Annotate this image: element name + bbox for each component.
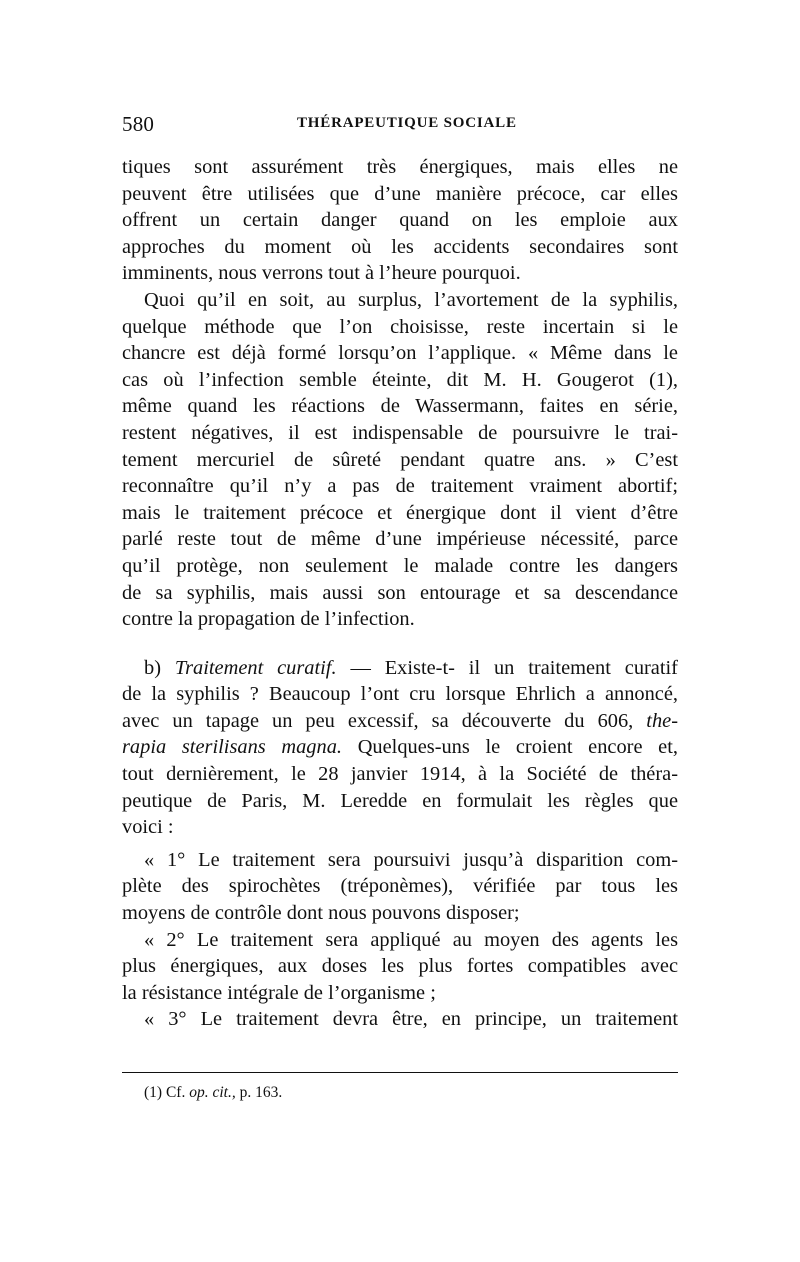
- book-page: [122, 112, 678, 1033]
- text-fragment: avec un tapage un peu excessif, sa découverte du 606,: [122, 709, 634, 732]
- section-label: b): [144, 656, 161, 679]
- text-line: [122, 708, 678, 735]
- section-heading: Traitement curatif.: [174, 656, 337, 679]
- text-line: offrent un certain danger quand on les emploie aux: [122, 209, 678, 232]
- text-line: « 3° Le traitement devra être, en principe, un traitement: [144, 1008, 678, 1031]
- text-line: tement mercuriel de sûreté pendant quatre ans. » C’est: [122, 448, 678, 471]
- footnote: [144, 1084, 282, 1102]
- text-line: contre la propagation de l’infection.: [122, 608, 415, 631]
- text-line: peutique de Paris, M. Leredde en formulait les règles que: [122, 789, 678, 812]
- running-title: THÉRAPEUTIQUE SOCIALE: [297, 115, 517, 131]
- body-text: [122, 154, 678, 1033]
- text-fragment: — Existe-t- il un traitement curatif: [350, 656, 678, 679]
- text-line: la résistance intégrale de l’organisme ;: [122, 981, 436, 1004]
- text-line: qu’il protège, non seulement le malade contre les dangers: [122, 554, 678, 577]
- paragraph-gap: [122, 633, 678, 655]
- text-line: peuvent être utilisées que d’une manière précoce, car elles: [122, 182, 678, 205]
- text-line: de sa syphilis, mais aussi son entourage et sa descendance: [122, 581, 678, 604]
- text-line: plète des spirochètes (tréponèmes), vérifiée par tous les: [122, 875, 678, 898]
- text-line: Quoi qu’il en soit, au surplus, l’avortement de la syphilis,: [144, 288, 678, 311]
- italic-fragment: rapia sterilisans magna.: [122, 736, 342, 759]
- text-fragment: Quelques-uns le croient encore et,: [357, 736, 678, 759]
- text-line: chancre est déjà formé lorsqu’on l’applique. « Même dans le: [122, 342, 678, 365]
- text-line: [122, 734, 678, 761]
- running-head: [122, 112, 678, 142]
- footnote-marker: (1) Cf.: [144, 1084, 186, 1101]
- text-line: mais le traitement précoce et énergique dont il vient d’être: [122, 501, 678, 524]
- text-line: cas où l’infection semble éteinte, dit M. H. Gougerot (1),: [122, 368, 678, 391]
- footnote-reference: p. 163.: [239, 1084, 283, 1101]
- text-line: tiques sont assurément très énergiques, mais elles ne: [122, 156, 678, 178]
- footnote-italic: op. cit.,: [189, 1084, 236, 1101]
- text-line: approches du moment où les accidents secondaires sont: [122, 235, 678, 258]
- text-line: restent négatives, il est indispensable de poursuivre le trai-: [122, 421, 678, 444]
- footnote-rule: [122, 1072, 678, 1073]
- text-line: quelque méthode que l’on choisisse, reste incertain si le: [122, 315, 678, 338]
- text-line: [122, 655, 678, 682]
- text-line: plus énergiques, aux doses les plus fortes compatibles avec: [122, 955, 678, 978]
- page-number: 580: [122, 112, 155, 136]
- text-line: « 2° Le traitement sera appliqué au moyen des agents les: [144, 928, 678, 951]
- text-line: moyens de contrôle dont nous pouvons disposer;: [122, 902, 520, 925]
- text-line: parlé reste tout de même d’une impérieuse nécessité, parce: [122, 528, 678, 551]
- text-line: voici :: [122, 816, 174, 839]
- text-line: imminents, nous verrons tout à l’heure pourquoi.: [122, 262, 521, 285]
- text-line: « 1° Le traitement sera poursuivi jusqu’à disparition com-: [144, 848, 678, 871]
- text-line: de la syphilis ? Beaucoup l’ont cru lorsque Ehrlich a annoncé,: [122, 683, 678, 706]
- italic-fragment: the-: [646, 709, 678, 732]
- text-line: même quand les réactions de Wassermann, faites en série,: [122, 395, 678, 418]
- text-line: reconnaître qu’il n’y a pas de traitement vraiment abortif;: [122, 475, 678, 498]
- text-line: tout dernièrement, le 28 janvier 1914, à la Société de théra-: [122, 763, 678, 786]
